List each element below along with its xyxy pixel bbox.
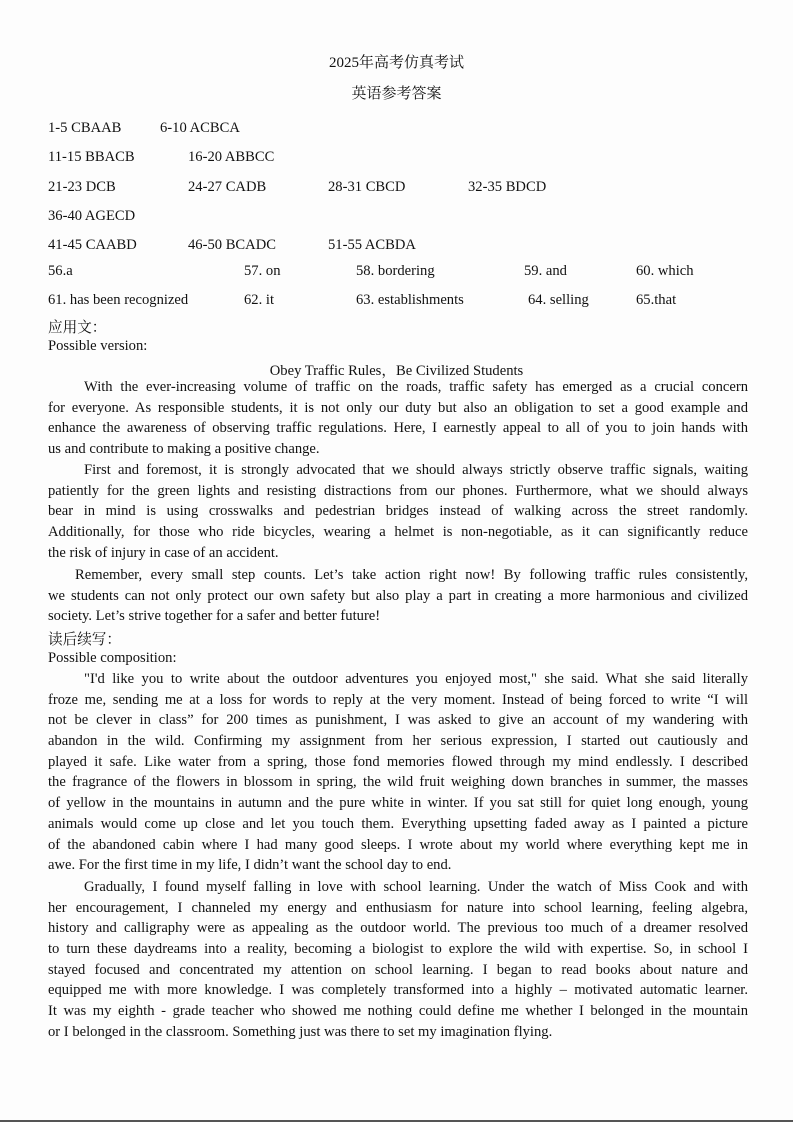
answer-group: 1-5 CBAAB (48, 120, 122, 136)
text-line: we students can not only protect our own safety but also play a part in creating a more harmonious and civilized (48, 587, 748, 604)
text-line: for everyone. As responsible students, it is not only our duty but also an obligation to set a good example and (48, 399, 748, 416)
page-subtitle: 英语参考答案 (351, 86, 442, 102)
answer-item: 60. which (636, 263, 694, 279)
text-line: equipped me with more knowledge. I was completely transformed into a highly – motivated automatic learner. (48, 982, 748, 999)
text-line: froze me, sending me at a loss for words to reply at the very moment. Instead of being forced to write “I will (48, 691, 748, 708)
text-line: not be clever in class” for 200 times as punishment, I was asked to give an account of my wandering with (48, 712, 748, 729)
answer-item: 64. selling (528, 292, 589, 308)
text-line: history and calligraphy were as appealing as the outdoor world. The previous too much of a dreamer resolved (48, 920, 748, 937)
text-line: the fragrance of the flowers in blossom in spring, the wild fruit weighing down branches in summer, the masses (48, 774, 748, 791)
answer-item: 59. and (524, 263, 567, 279)
answer-group: 21-23 DCB (48, 179, 116, 195)
text-line: enhance the awareness of observing traffic regulations. Here, I earnestly appeal to all of you to join hands with (48, 420, 748, 437)
answer-group: 51-55 ACBDA (328, 237, 416, 253)
answer-group: 36-40 AGECD (48, 208, 136, 224)
text-line: With the ever-increasing volume of traffic on the roads, traffic safety has emerged as a crucial concern (84, 379, 748, 395)
composition-paragraph (48, 877, 748, 1043)
answer-item: 62. it (244, 292, 274, 308)
answer-item: 56.a (48, 263, 73, 279)
text-line: to turn these daydreams into a reality, becoming a biologist to explore the wild with expertise. So, in school I (48, 941, 748, 958)
answer-item: 65.that (636, 292, 677, 308)
essay-paragraph (48, 377, 748, 460)
answer-item: 61. has been recognized (48, 292, 189, 308)
possible-version-label: Possible version: (48, 338, 148, 354)
section-label-continuation-writing: 读后续写： (48, 632, 121, 648)
essay-paragraph (48, 565, 748, 627)
possible-composition-label: Possible composition: (48, 650, 177, 666)
answer-item: 63. establishments (356, 292, 464, 308)
section-label-applied-writing: 应用文： (48, 320, 107, 336)
text-line: played it safe. Like water from a spring, those fond memories flowed through my mind endlessly. I described (48, 753, 748, 770)
answer-group: 41-45 CAABD (48, 237, 137, 253)
text-line: society. Let’s strive together for a safer and better future! (48, 608, 381, 625)
text-line: Additionally, for those who ride bicycles, wearing a helmet is non-negotiable, as it can significantly reduce (48, 524, 748, 541)
essay-paragraph (48, 460, 748, 563)
text-line: of the abandoned cabin where I had many good sleeps. I wrote about my world where everything kept me in (48, 836, 748, 853)
text-line: First and foremost, it is strongly advocated that we should always strictly observe traffic signals, waiting (84, 462, 748, 478)
answer-group: 28-31 CBCD (328, 179, 406, 195)
answer-group: 16-20 ABBCC (188, 149, 275, 165)
answer-group: 11-15 BBACB (48, 149, 135, 165)
text-line: or I belonged in the classroom. Something just was there to set my imagination flying. (48, 1023, 553, 1040)
text-line: Gradually, I found myself falling in love with school learning. Under the watch of Miss Cook and with (84, 879, 748, 895)
text-line: awe. For the first time in my life, I didn’t want the school day to end. (48, 857, 452, 874)
text-line: her encouragement, I channeled my energy and enthusiasm for nature into school learning, feeling algebra, (48, 899, 748, 916)
composition-paragraph (48, 669, 748, 876)
text-line: animals would come up close and let you touch them. Everything upsetting faded away as I painted a picture (48, 815, 748, 832)
text-line: abandon in the wild. Confirming my assignment from her serious expression, I started out cautiously and (48, 733, 748, 750)
text-line: Remember, every small step counts. Let’s take action right now! By following traffic rules consistently, (75, 567, 748, 583)
text-line: It was my eighth - grade teacher who showed me nothing could define me whether I belonged in the mountain (48, 1003, 748, 1020)
answer-item: 58. bordering (356, 263, 435, 279)
text-line: of yellow in the mountains in autumn and the pure white in winter. If you sat still for quiet long enough, young (48, 795, 748, 812)
text-line: the risk of injury in case of an accident. (48, 544, 279, 561)
answer-group: 24-27 CADB (188, 179, 267, 195)
answer-group: 6-10 ACBCA (160, 120, 240, 136)
text-line: patiently for the green lights and resisting distractions from our phones. Furthermore, what we should always (48, 482, 748, 499)
answer-item: 57. on (244, 263, 281, 279)
essay-title: Obey Traffic Rules，Be Civilized Students (269, 363, 524, 379)
page-title: 2025年高考仿真考试 (328, 55, 464, 71)
text-line: bear in mind is using crosswalks and pedestrian bridges instead of walking across the street randomly. (48, 503, 748, 520)
text-line: stayed focused and concentrated my attention on school learning. I began to read books about nature and (48, 961, 748, 978)
answer-group: 32-35 BDCD (468, 179, 547, 195)
answer-group: 46-50 BCADC (188, 237, 276, 253)
text-line: us and contribute to making a positive change. (48, 441, 320, 458)
text-line: "I'd like you to write about the outdoor adventures you enjoyed most," she said. What she said literally (84, 671, 748, 687)
